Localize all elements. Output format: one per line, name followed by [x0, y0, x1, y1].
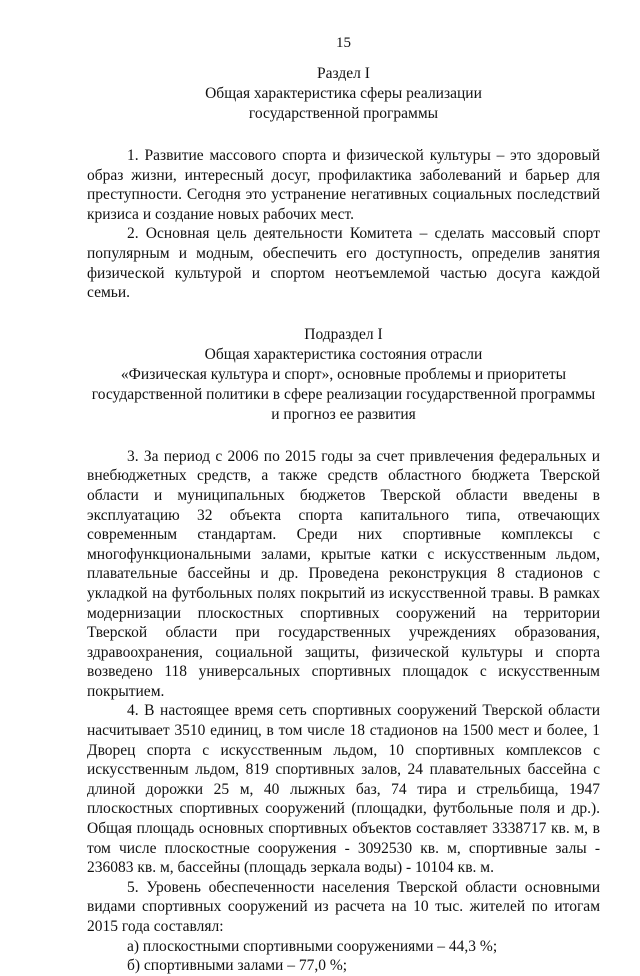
subsection-subtitle-line: Общая характеристика состояния отрасли: [204, 345, 483, 363]
subsection-subtitle-line: «Физическая культура и спорт», основные проблемы и приоритеты: [120, 365, 567, 383]
subsection-heading: [87, 325, 600, 425]
section-title: Раздел I: [317, 65, 370, 82]
section-heading: [87, 64, 600, 124]
section-subtitle-line: Общая характеристика сферы реализации: [205, 85, 482, 102]
subsection-subtitle-line: и прогноз ее развития: [271, 405, 416, 423]
section-subtitle-line: государственной программы: [248, 105, 439, 122]
subsection-subtitle-line: государственной политики в сфере реализации государственной программы: [91, 385, 596, 403]
page-number: 15: [336, 35, 351, 51]
paragraph-2: 2. Основная цель деятельности Комитета – сделать массовый спорт популярным и модным, обеспечить его доступность, определив занятия физической культурой и спортом неотъемлемой частью досуга каждой семьи.: [87, 225, 600, 302]
paragraph-3: 3. За период с 2006 по 2015 годы за счет привлечения федеральных и внебюджетных средств, а также средств областного бюджета Тверской области и муниципальных бюджетов Тверской области введены в эксплуатацию 32 объекта спорта капитального типа, отвечающих современным стандартам. Среди них спортивные комплексы с многофункциональными залами, крытые катки с искусственным льдом, плавательные бассейны и др. Проведена реконструкция 8 стадионов с укладкой на футбольных полях покрытий из искусственной травы. В рамках модернизации плоскостных спортивных сооружений на территории Тверской области при государственных учреждениях образования, здравоохранения, социальной защиты, физической культуры и спорта возведено 118 универсальных спортивных площадок с искусственным покрытием.: [87, 447, 600, 700]
paragraph-4: 4. В настоящее время сеть спортивных сооружений Тверской области насчитывает 3510 единиц, в том числе 18 стадионов на 1500 мест и более, 1 Дворец спорта с искусственным льдом, 10 спортивных комплексов с искусственным льдом, 819 спортивных залов, 24 плавательных бассейна с длиной дорожки 25 м, 40 лыжных баз, 74 тира и стрельбища, 1947 плоскостных спортивных сооружений (площадки, футбольные поля и др.). Общая площадь основных спортивных объектов составляет 3338717 кв. м, в том числе плоскостные сооружения - 3092530 кв. м, спортивные залы - 236083 кв. м, бассейны (площадь зеркала воды) - 10104 кв. м.: [87, 702, 600, 877]
list-item-b: б) спортивными залами – 77,0 %;: [127, 957, 348, 975]
paragraph-1: 1. Развитие массового спорта и физической культуры – это здоровый образ жизни, интересный досуг, профилактика заболеваний и барьер для преступности. Сегодня это устранение негативных социальных последствий кризиса и создание новых рабочих мест.: [87, 147, 600, 223]
subsection-title: Подраздел I: [304, 325, 383, 343]
paragraph-5: 5. Уровень обеспеченности населения Тверской области основными видами спортивных сооружений из расчета на 10 тыс. жителей по итогам 2015 года составлял:: [87, 878, 600, 935]
list-item-a: а) плоскостными спортивными сооружениями – 44,3 %;: [127, 937, 498, 955]
